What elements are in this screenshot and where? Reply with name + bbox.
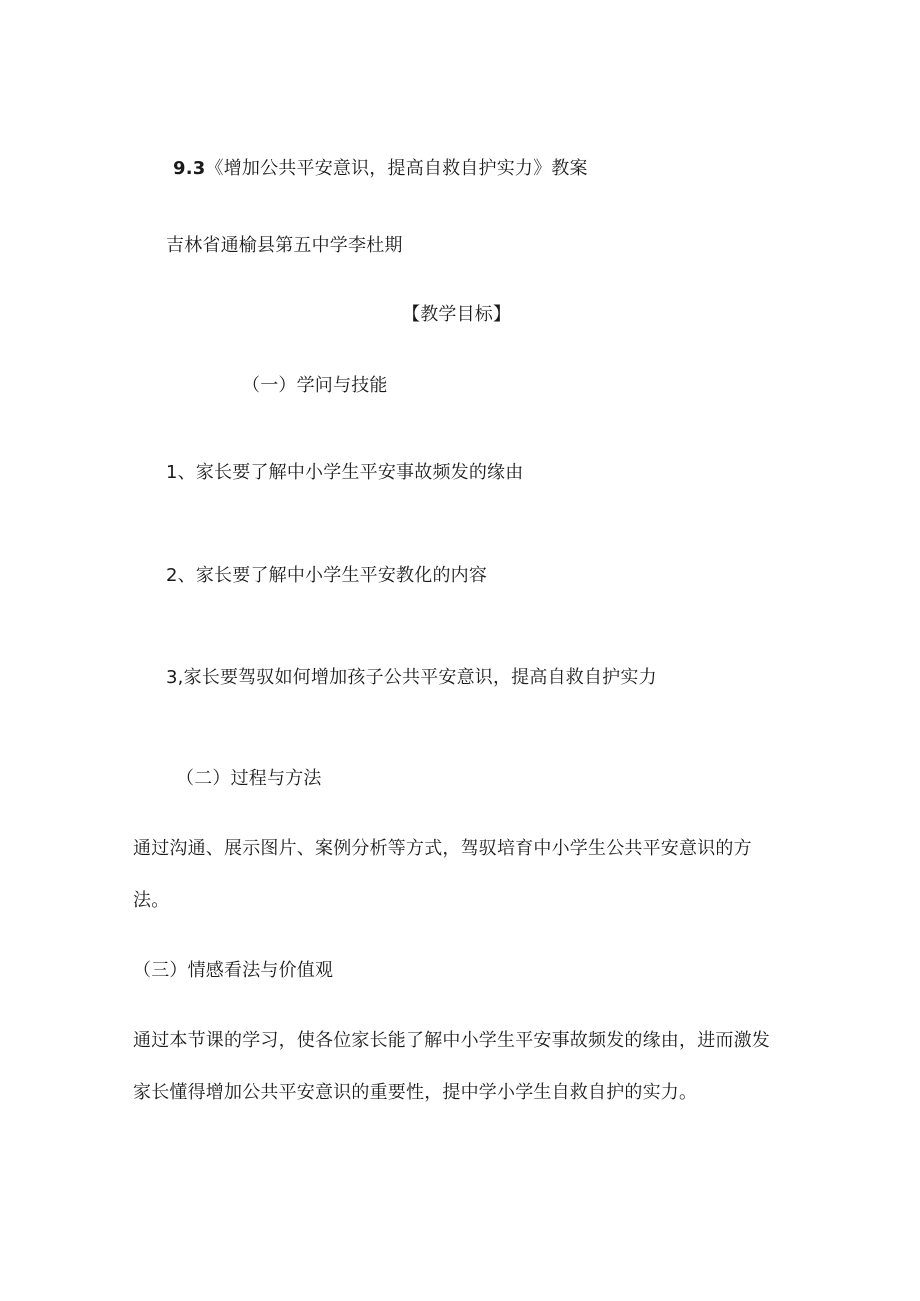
part1-item-3: 3,家长要驾驭如何增加孩子公共平安意识，提高自救自护实力 (166, 667, 657, 688)
author-line: 吉林省通榆县第五中学李杜期 (166, 235, 403, 256)
title-text: 《增加公共平安意识，提高自救自护实力》教案 (205, 158, 588, 179)
part3-paragraph-line2: 家长懂得增加公共平安意识的重要性，提中学小学生自救自护的实力。 (133, 1082, 698, 1103)
part1-item-1: 1、家长要了解中小学生平安事故频发的缘由 (166, 462, 524, 483)
title-number: 9.3 (173, 158, 206, 179)
part2-heading: （二）过程与方法 (176, 768, 322, 789)
document-title (173, 158, 588, 180)
part3-heading: （三）情感看法与价值观 (133, 960, 334, 981)
part2-paragraph-line1: 通过沟通、展示图片、案例分析等方式，驾驭培育中小学生公共平安意识的方 (133, 838, 752, 859)
part2-paragraph-line2: 法。 (133, 890, 170, 911)
part1-heading: （一）学问与技能 (242, 375, 388, 396)
part1-item-2: 2、家长要了解中小学生平安教化的内容 (166, 565, 488, 586)
section-heading-objectives: 【教学目标】 (402, 304, 512, 325)
part3-paragraph-line1: 通过本节课的学习，使各位家长能了解中小学生平安事故频发的缘由，进而激发 (133, 1030, 770, 1051)
